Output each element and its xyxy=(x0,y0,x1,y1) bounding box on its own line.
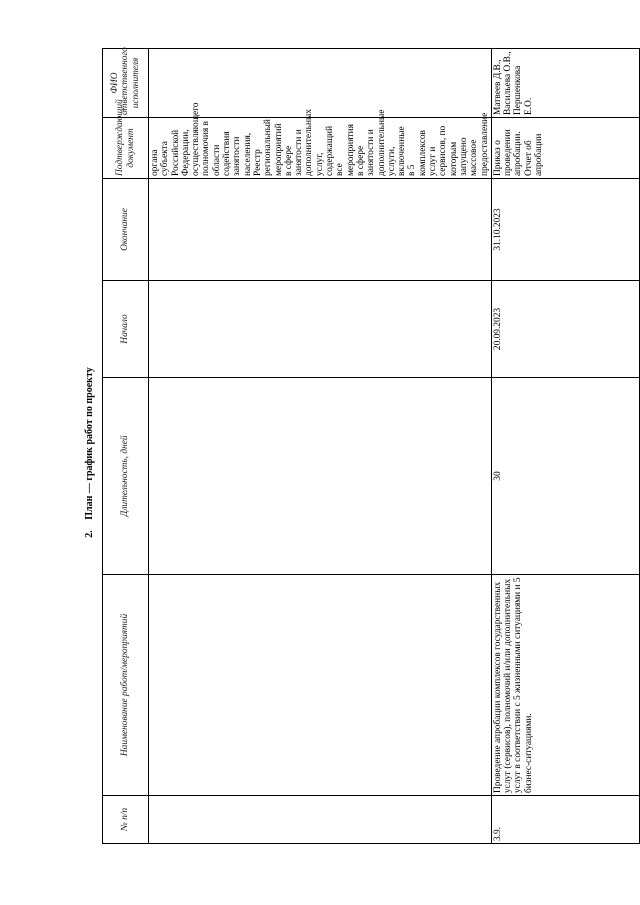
table-header-row xyxy=(103,49,149,844)
cell-end: 31.10.2023 xyxy=(491,179,639,281)
header-duration: Длительность, дней xyxy=(103,378,149,575)
section-heading: План — график работ по проекту xyxy=(84,367,95,520)
header-end: Окончание xyxy=(103,179,149,281)
header-responsible: ФИО ответственного исполнителя xyxy=(103,49,149,118)
cell-start xyxy=(149,281,492,378)
cell-name: Проведение апробации комплексов государственных услуг (сервисов), полномочий и/или дополнительных услуг в соответствии с 5 жизненными ситуациями и 5 бизнес-ситуациями. xyxy=(491,575,639,796)
header-document: Подтверждающий документ xyxy=(103,118,149,179)
cell-start: 20.09.2023 xyxy=(491,281,639,378)
table-row xyxy=(491,49,639,844)
section-title xyxy=(84,0,95,905)
cell-name xyxy=(149,575,492,796)
table-row xyxy=(149,49,492,844)
header-name: Наименование работ/мероприятий xyxy=(103,575,149,796)
cell-duration xyxy=(149,378,492,575)
work-schedule-table xyxy=(102,48,640,844)
cell-end xyxy=(149,179,492,281)
cell-num: 3.9. xyxy=(491,796,639,844)
cell-document: органа субъекта Российской Федерации, осуществляющего полномочия в области содействия занятости населения, Реестр региональный мероприятий в сфере занятости и дополнительных услуг, содержащий все мероприятия в сфере занятости и дополнительные услуги, включенные в 5 комплексов услуг и сервисов, по которым запущено массовое предоставление xyxy=(149,118,492,179)
header-num: № п/п xyxy=(103,796,149,844)
cell-responsible: Матвеев Д.В., Васильева О.В., Першенкова Е.О. xyxy=(491,49,639,118)
cell-num xyxy=(149,796,492,844)
cell-document: Приказ о проведении апробации. Отчет об апробации xyxy=(491,118,639,179)
section-number: 2. xyxy=(84,530,95,538)
cell-duration: 30 xyxy=(491,378,639,575)
header-start: Начало xyxy=(103,281,149,378)
